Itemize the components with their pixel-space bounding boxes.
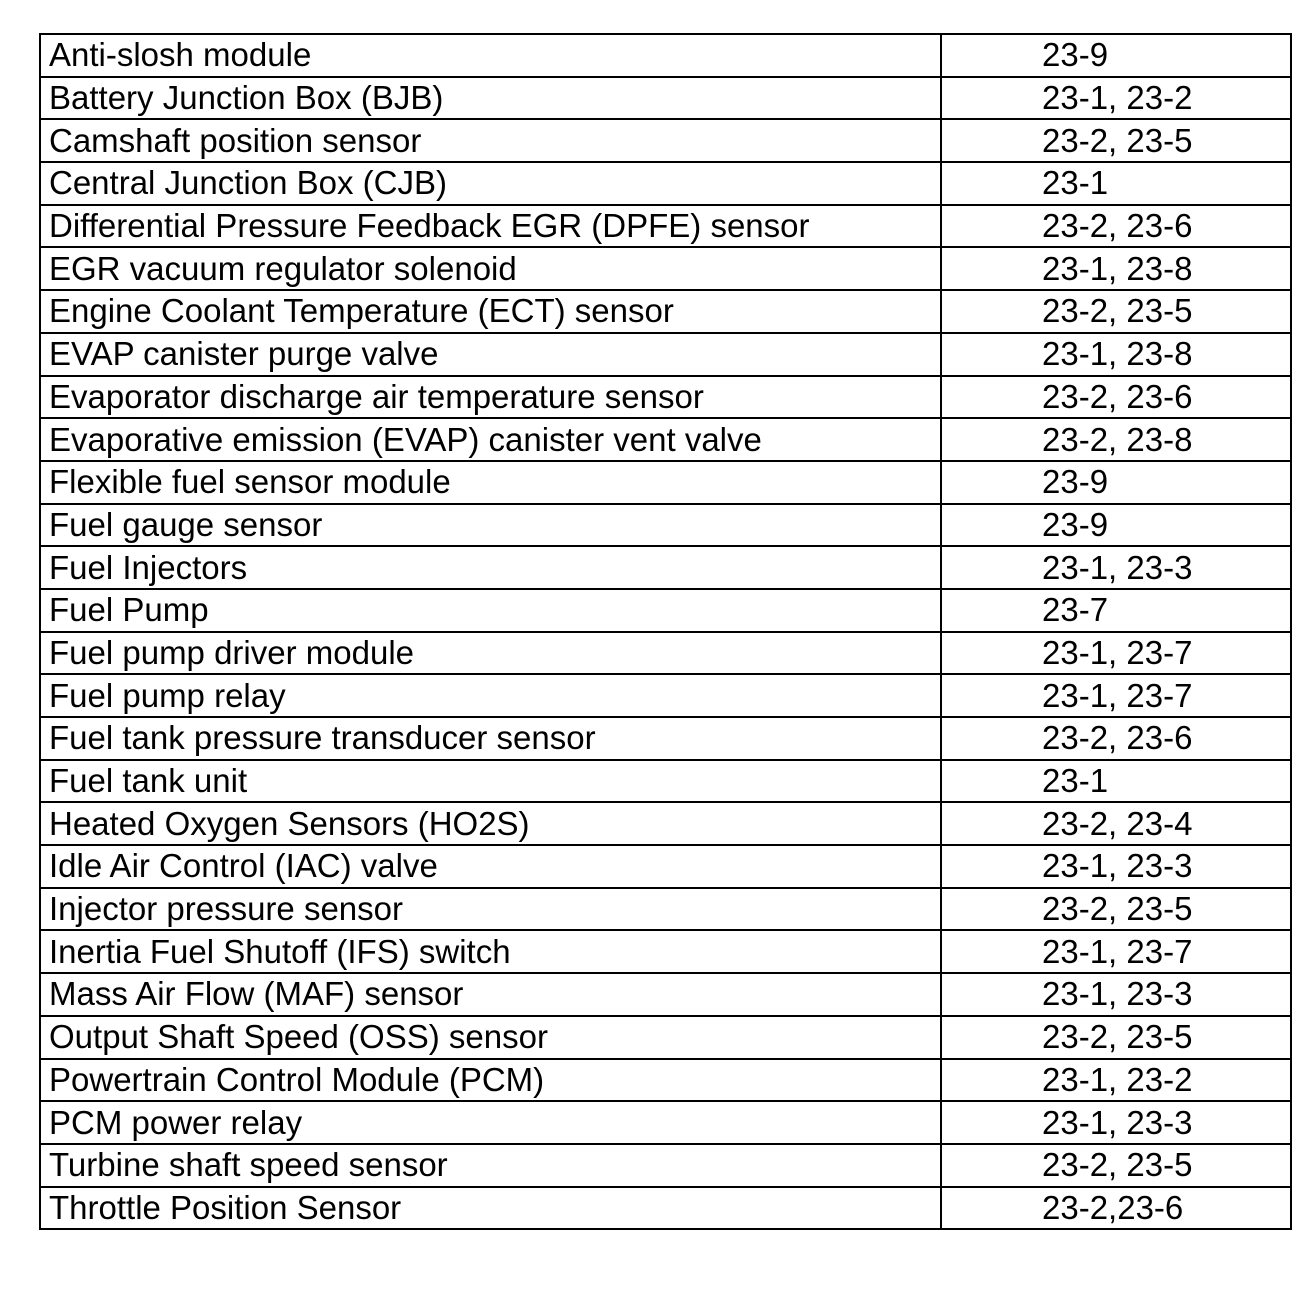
reference-cell: 23-1, 23-7	[941, 674, 1291, 717]
component-name-cell: Idle Air Control (IAC) valve	[40, 845, 941, 888]
reference-cell: 23-1, 23-3	[941, 1101, 1291, 1144]
reference-cell: 23-1, 23-7	[941, 632, 1291, 675]
component-name-cell: Output Shaft Speed (OSS) sensor	[40, 1016, 941, 1059]
component-name-cell: PCM power relay	[40, 1101, 941, 1144]
table-row	[40, 546, 1291, 589]
reference-cell: 23-7	[941, 589, 1291, 632]
component-name-cell: Fuel tank pressure transducer sensor	[40, 717, 941, 760]
component-name-cell: EVAP canister purge valve	[40, 333, 941, 376]
component-name-cell: Anti-slosh module	[40, 34, 941, 77]
reference-cell: 23-1	[941, 760, 1291, 803]
table-row	[40, 760, 1291, 803]
component-name-cell: Central Junction Box (CJB)	[40, 162, 941, 205]
reference-cell: 23-1, 23-2	[941, 1059, 1291, 1102]
reference-cell: 23-1, 23-3	[941, 546, 1291, 589]
reference-cell: 23-1, 23-7	[941, 930, 1291, 973]
reference-cell: 23-9	[941, 34, 1291, 77]
table-row	[40, 1101, 1291, 1144]
component-name-cell: Throttle Position Sensor	[40, 1187, 941, 1230]
table-row	[40, 290, 1291, 333]
component-name-cell: Inertia Fuel Shutoff (IFS) switch	[40, 930, 941, 973]
component-name-cell: Evaporative emission (EVAP) canister vent valve	[40, 418, 941, 461]
reference-cell: 23-2, 23-8	[941, 418, 1291, 461]
table-row	[40, 674, 1291, 717]
reference-cell: 23-2, 23-6	[941, 717, 1291, 760]
component-name-cell: Mass Air Flow (MAF) sensor	[40, 973, 941, 1016]
table-row	[40, 461, 1291, 504]
reference-cell: 23-1, 23-8	[941, 247, 1291, 290]
table-row	[40, 504, 1291, 547]
component-name-cell: Fuel Injectors	[40, 546, 941, 589]
reference-cell: 23-2, 23-6	[941, 376, 1291, 419]
component-name-cell: Battery Junction Box (BJB)	[40, 77, 941, 120]
component-name-cell: EGR vacuum regulator solenoid	[40, 247, 941, 290]
reference-cell: 23-2, 23-5	[941, 119, 1291, 162]
table-row	[40, 888, 1291, 931]
reference-cell: 23-9	[941, 461, 1291, 504]
reference-cell: 23-1	[941, 162, 1291, 205]
reference-cell: 23-2, 23-5	[941, 888, 1291, 931]
reference-cell: 23-2, 23-5	[941, 1144, 1291, 1187]
reference-cell: 23-9	[941, 504, 1291, 547]
reference-cell: 23-2, 23-6	[941, 205, 1291, 248]
reference-cell: 23-1, 23-3	[941, 845, 1291, 888]
component-name-cell: Fuel pump relay	[40, 674, 941, 717]
component-name-cell: Fuel pump driver module	[40, 632, 941, 675]
table-row	[40, 802, 1291, 845]
component-name-cell: Heated Oxygen Sensors (HO2S)	[40, 802, 941, 845]
reference-cell: 23-1, 23-3	[941, 973, 1291, 1016]
table-row	[40, 418, 1291, 461]
table-row	[40, 162, 1291, 205]
table-row	[40, 205, 1291, 248]
reference-cell: 23-2, 23-4	[941, 802, 1291, 845]
table-row	[40, 34, 1291, 77]
component-name-cell: Fuel gauge sensor	[40, 504, 941, 547]
reference-cell: 23-2,23-6	[941, 1187, 1291, 1230]
component-name-cell: Engine Coolant Temperature (ECT) sensor	[40, 290, 941, 333]
component-name-cell: Camshaft position sensor	[40, 119, 941, 162]
table-row	[40, 717, 1291, 760]
table-row	[40, 1016, 1291, 1059]
table-row	[40, 632, 1291, 675]
table-row	[40, 77, 1291, 120]
table-body	[40, 34, 1291, 1229]
reference-cell: 23-2, 23-5	[941, 1016, 1291, 1059]
reference-cell: 23-2, 23-5	[941, 290, 1291, 333]
component-name-cell: Flexible fuel sensor module	[40, 461, 941, 504]
component-name-cell: Turbine shaft speed sensor	[40, 1144, 941, 1187]
table-row	[40, 1187, 1291, 1230]
component-name-cell: Evaporator discharge air temperature sensor	[40, 376, 941, 419]
table-row	[40, 589, 1291, 632]
component-name-cell: Differential Pressure Feedback EGR (DPFE) sensor	[40, 205, 941, 248]
table-row	[40, 247, 1291, 290]
component-reference-table	[39, 33, 1292, 1230]
component-name-cell: Injector pressure sensor	[40, 888, 941, 931]
table-row	[40, 119, 1291, 162]
table-row	[40, 1059, 1291, 1102]
table-row	[40, 973, 1291, 1016]
table-row	[40, 1144, 1291, 1187]
reference-cell: 23-1, 23-8	[941, 333, 1291, 376]
table-row	[40, 376, 1291, 419]
component-name-cell: Fuel tank unit	[40, 760, 941, 803]
component-name-cell: Powertrain Control Module (PCM)	[40, 1059, 941, 1102]
reference-cell: 23-1, 23-2	[941, 77, 1291, 120]
table-row	[40, 930, 1291, 973]
table-row	[40, 333, 1291, 376]
table-row	[40, 845, 1291, 888]
component-name-cell: Fuel Pump	[40, 589, 941, 632]
